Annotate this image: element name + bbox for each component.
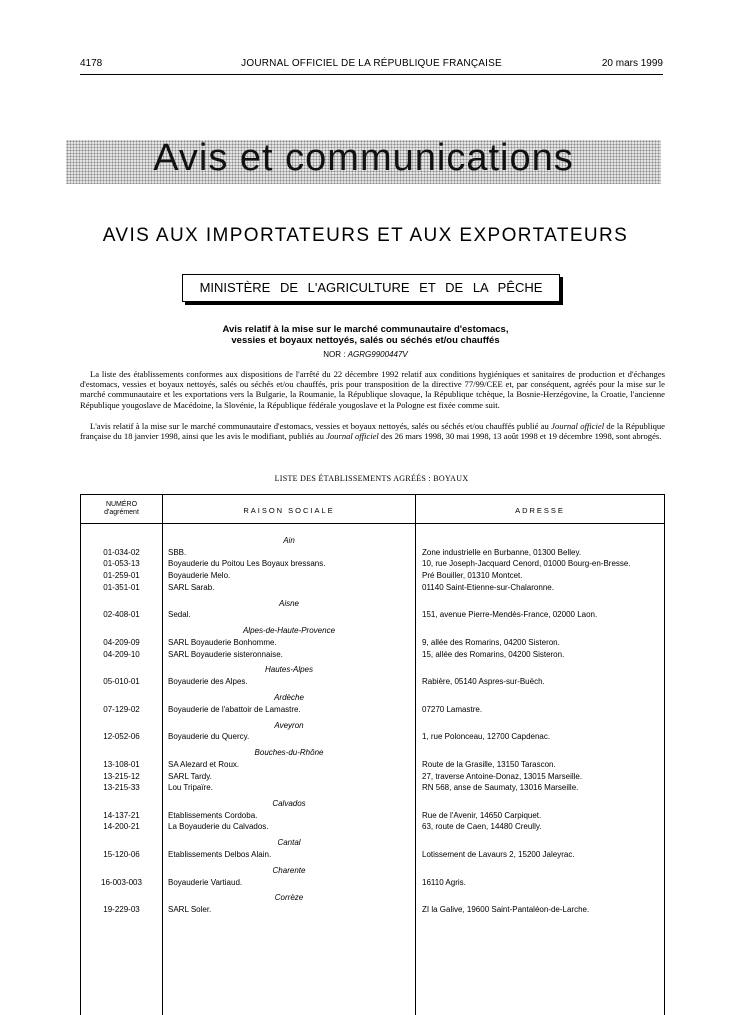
nor-label: NOR : — [323, 350, 346, 359]
company-name: Lou Tripaïre. — [168, 783, 213, 793]
address: 10, rue Joseph-Jacquard Cenord, 01000 Bourg-en-Bresse. — [422, 559, 631, 569]
address: 151, avenue Pierre-Mendès-France, 02000 Laon. — [422, 610, 598, 620]
group-spacer — [81, 916, 664, 920]
table-row — [81, 810, 664, 822]
journal-title: JOURNAL OFFICIEL DE LA RÉPUBLIQUE FRANÇAISE — [241, 58, 502, 69]
address: Zone industrielle en Burbanne, 01300 Belley. — [422, 547, 582, 557]
table-row — [81, 759, 664, 771]
column-header-number — [81, 501, 162, 517]
company-name: Boyauderie Vartiaud. — [168, 877, 243, 887]
address: Rabière, 05140 Aspres-sur-Buëch. — [422, 677, 545, 687]
paragraph-1: La liste des établissements conformes aux dispositions de l'arrêté du 22 décembre 1992 relatif aux conditions hygiéniques et sanitaires de production et d'échanges d'estomacs, vessies et boyaux nettoyés, salés ou séchés et/ou chauffés, pris pour transposition de la directive 77/99/CEE et, par conséquent, agréés pour la mise sur le marché communautaire et les exportations vers la Bulgarie, la Roumanie, la République slovaque, la République tchèque, la Bosnie-Herzégovine, la Croatie, l'ancienne République yougoslave de Macédoine, la Slovénie, la République fédérale yougoslave et la Pologne est fixée comme suit. — [80, 369, 665, 410]
banner-title: Avis et communications — [153, 137, 574, 179]
company-name: La Boyauderie du Calvados. — [168, 822, 269, 832]
column-header-name: RAISON SOCIALE — [243, 506, 335, 515]
approval-number: 19-229-03 — [103, 905, 140, 915]
department-heading: Charente — [272, 865, 306, 875]
company-name: SARL Boyauderie sisteronnaise. — [168, 649, 283, 659]
paragraph-2-part2: de la République française du 18 janvier 1998, ainsi que les avis le modifiant, publiés au — [80, 421, 665, 442]
company-name: SBB. — [168, 547, 187, 557]
address: 1, rue Polonceau, 12700 Capdenac. — [422, 732, 551, 742]
address: RN 568, anse de Saumaty, 13016 Marseille. — [422, 783, 579, 793]
address: Pré Bouiller, 01310 Montcet. — [422, 571, 523, 581]
approval-number: 14-200-21 — [103, 822, 140, 832]
table-row — [81, 582, 664, 594]
approval-number: 02-408-01 — [103, 610, 140, 620]
address: Route de la Grasille, 13150 Tarascon. — [422, 759, 556, 769]
list-title: LISTE DES ÉTABLISSEMENTS AGRÉÉS : BOYAUX — [274, 474, 469, 483]
address: 07270 Lamastre. — [422, 704, 483, 714]
company-name: Etablissements Cordoba. — [168, 810, 258, 820]
ministry-title: MINISTÈRE DE L'AGRICULTURE ET DE LA PÊCHE — [199, 280, 543, 295]
company-name: SARL Tardy. — [168, 771, 212, 781]
issue-date: 20 mars 1999 — [601, 58, 663, 69]
approval-number: 05-010-01 — [103, 677, 140, 687]
avis-title — [150, 324, 581, 346]
department-heading: Corrèze — [274, 893, 304, 903]
approval-number: 13-215-12 — [103, 771, 140, 781]
approval-number: 07-129-02 — [103, 704, 140, 714]
department-heading: Aveyron — [274, 720, 304, 730]
address: Rue de l'Avenir, 14650 Carpiquet. — [422, 810, 542, 820]
establishments-table — [80, 494, 665, 1015]
column-header-number-line2: d'agrément — [104, 509, 139, 516]
address: 27, traverse Antoine-Donaz, 13015 Marseille. — [422, 771, 583, 781]
table-row — [81, 704, 664, 716]
table-row — [81, 558, 664, 570]
address: 01140 Saint-Etienne-sur-Chalaronne. — [422, 582, 554, 592]
company-name: Etablissements Delbos Alain. — [168, 850, 272, 859]
approval-number: 16-003-003 — [101, 877, 142, 887]
company-name: Boyauderie du Quercy. — [168, 732, 250, 742]
table-row — [81, 609, 664, 621]
ministry-box — [182, 274, 560, 302]
header-rule — [80, 74, 663, 75]
department-heading: Bouches-du-Rhône — [254, 748, 324, 758]
table-row — [81, 731, 664, 743]
department-heading: Aisne — [278, 598, 299, 608]
approval-number: 12-052-06 — [103, 732, 140, 742]
company-name: Boyauderie de l'abattoir de Lamastre. — [168, 704, 301, 714]
company-name: Boyauderie Melo. — [168, 571, 231, 581]
table-row — [81, 782, 664, 794]
paragraph-2-jo2: Journal officiel — [326, 431, 379, 442]
approval-number: 15-120-06 — [103, 850, 140, 859]
approval-number: 04-209-10 — [103, 649, 140, 659]
table-row — [81, 637, 664, 649]
table-row — [81, 547, 664, 559]
company-name: Sedal. — [168, 610, 191, 620]
paragraph-2-part3: des 26 mars 1998, 30 mai 1998, 13 août 1998 et 19 décembre 1998, sont abrogés. — [378, 431, 662, 442]
company-name: Boyauderie du Poitou Les Boyaux bressans. — [168, 559, 326, 569]
approval-number: 01-053-13 — [103, 559, 140, 569]
table-row — [81, 821, 664, 833]
approval-number: 13-215-33 — [103, 783, 140, 793]
section-title: AVIS AUX IMPORTATEURS ET AUX EXPORTATEURS — [102, 225, 629, 246]
address: 16110 Agris. — [422, 877, 466, 887]
section-banner — [66, 137, 661, 184]
company-name: Boyauderie des Alpes. — [168, 677, 248, 687]
department-heading: Ardèche — [274, 693, 304, 702]
table-row — [81, 676, 664, 688]
department-heading: Hautes-Alpes — [264, 665, 314, 675]
company-name: SARL Boyauderie Bonhomme. — [168, 637, 277, 647]
column-header-address: ADRESSE — [515, 506, 565, 515]
company-name: SA Alezard et Roux. — [168, 759, 240, 769]
table-row — [81, 771, 664, 783]
department-heading: Ain — [283, 536, 295, 545]
header-divider — [81, 523, 664, 524]
approval-number: 14-137-21 — [103, 810, 140, 820]
paragraph-2-jo1: Journal officiel — [551, 421, 605, 431]
avis-title-line2: vessies et boyaux nettoyés, salés ou séchés et/ou chauffés — [231, 335, 500, 346]
approval-number: 04-209-09 — [103, 637, 140, 647]
approval-number: 01-259-01 — [103, 571, 140, 581]
column-header-number-line1: NUMÉRO — [105, 501, 138, 508]
company-name: SARL Soler. — [168, 905, 212, 915]
page-number: 4178 — [80, 58, 103, 69]
paragraph-2 — [80, 421, 665, 441]
table-row — [81, 904, 664, 916]
department-heading: Cantal — [277, 838, 301, 848]
table-row — [81, 877, 664, 889]
address: 15, allée des Romarins, 04200 Sisteron. — [422, 649, 565, 659]
nor-code: AGRG9900447V — [347, 350, 408, 359]
approval-number: 01-034-02 — [103, 547, 140, 557]
paragraph-2-part1: L'avis relatif à la mise sur le marché communautaire d'estomacs, vessies et boyaux nettoyés, salés ou séchés et/ou chauffés publié au — [90, 421, 552, 431]
address: 9, allée des Romarins, 04200 Sisteron. — [422, 637, 560, 647]
approval-number: 13-108-01 — [103, 759, 140, 769]
avis-title-line1: Avis relatif à la mise sur le marché communautaire d'estomacs, — [222, 324, 509, 335]
nor-reference — [200, 350, 531, 359]
table-body — [81, 535, 664, 920]
running-header — [80, 58, 663, 72]
table-row — [81, 649, 664, 661]
address: Lotissement de Lavaurs 2, 15200 Jaleyrac. — [422, 850, 575, 859]
department-heading: Calvados — [272, 799, 306, 809]
address: ZI la Galive, 19600 Saint-Pantaléon-de-Larche. — [422, 905, 590, 915]
company-name: SARL Sarab. — [168, 582, 215, 592]
department-heading: Alpes-de-Haute-Provence — [242, 626, 336, 636]
address: 63, route de Caen, 14480 Creully. — [422, 822, 542, 832]
approval-number: 01-351-01 — [103, 582, 140, 592]
table-row — [81, 849, 664, 861]
table-row — [81, 570, 664, 582]
